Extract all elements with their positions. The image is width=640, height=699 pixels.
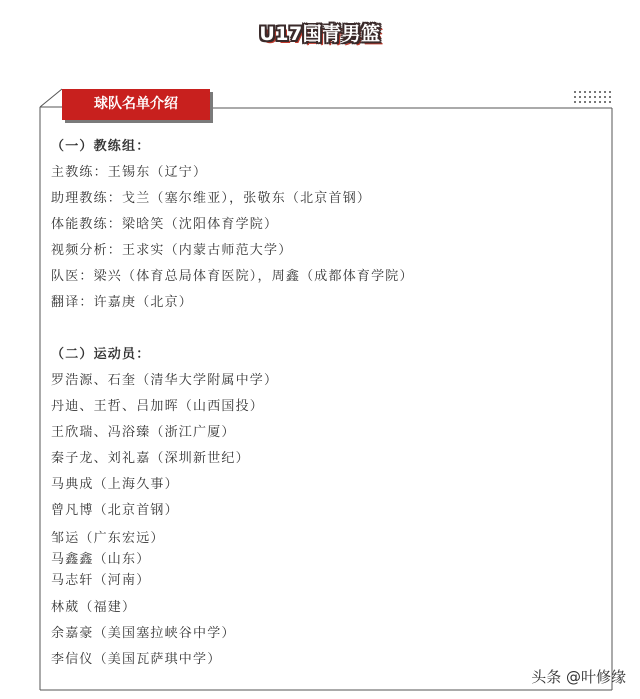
section-header-tag: 球队名单介绍	[62, 89, 210, 120]
coach-item: 视频分析：王求实（内蒙古师范大学）	[51, 243, 293, 258]
coaches-heading: （一）教练组：	[51, 139, 151, 154]
coach-item: 助理教练：戈兰（塞尔维亚），张敬东（北京首钢）	[51, 191, 372, 206]
player-item: 秦子龙、刘礼嘉（深圳新世纪）	[51, 451, 250, 466]
player-item: 曾凡博（北京首钢）	[51, 503, 179, 518]
player-item: 李信仪（美国瓦萨琪中学）	[51, 652, 222, 667]
coach-item: 主教练：王锡东（辽宁）	[51, 165, 208, 180]
coach-item: 翻译：许嘉庚（北京）	[51, 295, 194, 310]
coach-item: 体能教练：梁晗笑（沈阳体育学院）	[51, 217, 279, 232]
player-item: 林葳（福建）	[51, 600, 137, 615]
roster-content	[51, 134, 611, 673]
player-item: 余嘉豪（美国塞拉峡谷中学）	[51, 626, 236, 641]
player-item: 马鑫鑫（山东）	[51, 552, 151, 567]
player-item: 邹运（广东宏远）	[51, 531, 165, 546]
source-watermark: 头条 @叶修缘	[531, 668, 626, 686]
coach-item: 队医：梁兴（体育总局体育医院），周鑫（成都体育学院）	[51, 269, 414, 284]
player-item: 罗浩源、石奎（清华大学附属中学）	[51, 373, 279, 388]
page-title: U17国青男篮	[259, 23, 381, 45]
player-item: 马志轩（河南）	[51, 573, 151, 588]
player-item: 马典成（上海久事）	[51, 477, 179, 492]
players-heading: （二）运动员：	[51, 347, 151, 362]
decorative-dots-icon	[574, 91, 614, 103]
player-item: 王欣瑞、冯浴臻（浙江广厦）	[51, 425, 236, 440]
player-item: 丹迪、王哲、吕加晖（山西国投）	[51, 399, 265, 414]
section-spacer	[51, 316, 611, 342]
